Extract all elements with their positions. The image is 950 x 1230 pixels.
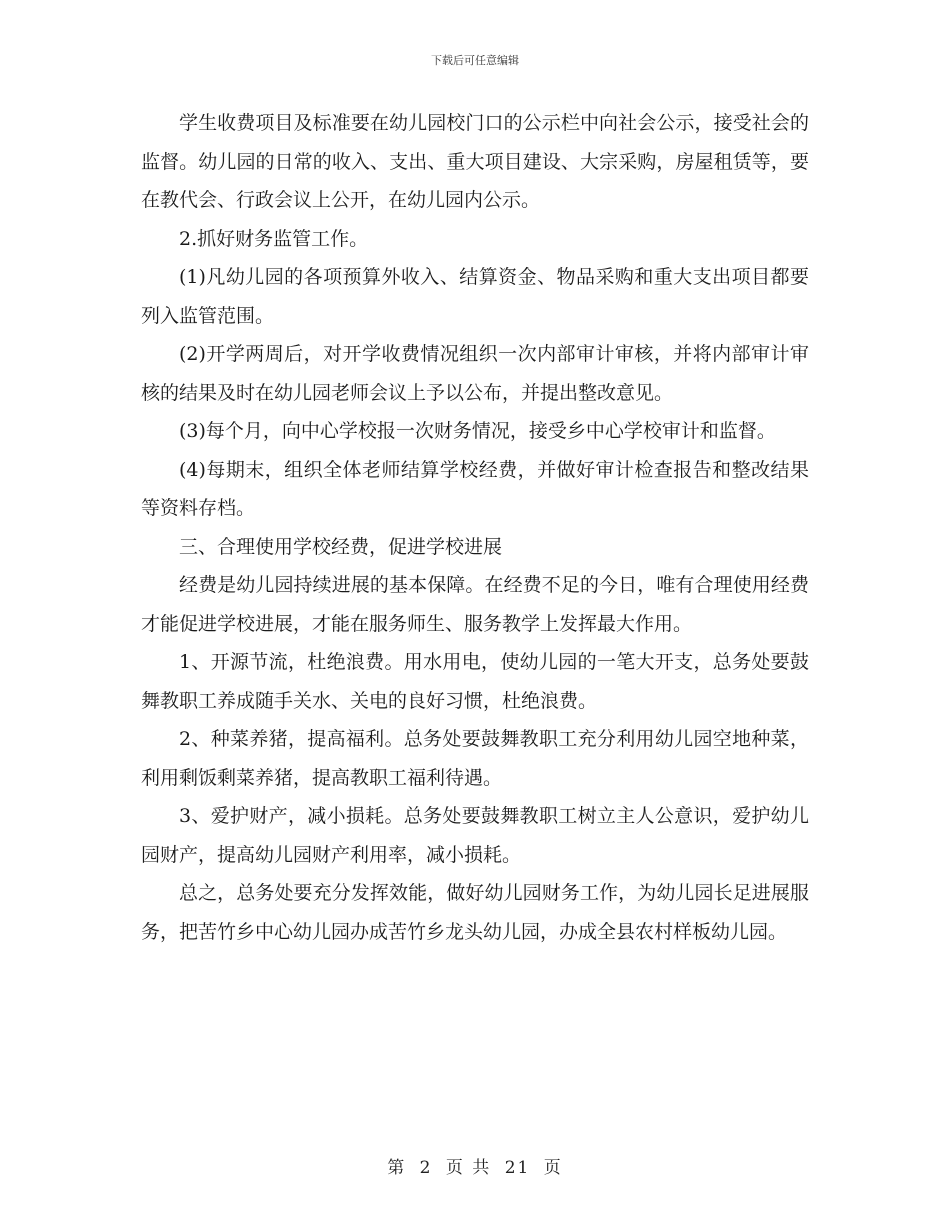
paragraph: (3)每个月，向中心学校报一次财务情况，接受乡中心学校审计和监督。	[179, 420, 776, 442]
total-page-count: 21	[504, 1158, 531, 1178]
footer-suffix: 页	[543, 1158, 563, 1178]
paragraph: 2、种菜养猪，提高福利。总务处要鼓舞教职工充分利用幼儿园空地种菜，利用剩饭剩菜养猪，提高教职工福利待遇。	[141, 728, 809, 789]
page-footer	[0, 1153, 950, 1178]
paragraph: 2.抓好财务监管工作。	[179, 227, 369, 250]
paragraph: 1、开源节流，杜绝浪费。用水用电，使幼儿园的一笔大开支，总务处要鼓舞教职工养成随手关水、关电的良好习惯，杜绝浪费。	[141, 651, 809, 712]
paragraph: 3、爱护财产，减小损耗。总务处要鼓舞教职工树立主人公意识，爱护幼儿园财产，提高幼儿园财产利用率，减小损耗。	[141, 805, 809, 866]
page-header: 下载后可任意编辑	[431, 54, 519, 67]
footer-prefix: 第	[387, 1158, 407, 1178]
paragraph: 总之，总务处要充分发挥效能，做好幼儿园财务工作，为幼儿园长足进展服务，把苦竹乡中心幼儿园办成苦竹乡龙头幼儿园，办成全县农村样板幼儿园。	[141, 882, 809, 943]
footer-middle: 页 共	[445, 1158, 492, 1178]
current-page-number: 2	[419, 1158, 433, 1178]
paragraph: 学生收费项目及标准要在幼儿园校门口的公示栏中向社会公示，接受社会的监督。幼儿园的日常的收入、支出、重大项目建设、大宗采购，房屋租赁等，要在教代会、行政会议上公开，在幼儿园内公示。	[141, 112, 809, 211]
paragraph: 经费是幼儿园持续进展的基本保障。在经费不足的今日，唯有合理使用经费才能促进学校进展，才能在服务师生、服务教学上发挥最大作用。	[141, 574, 809, 635]
section-heading: 三、合理使用学校经费，促进学校进展	[179, 535, 503, 558]
paragraph: (4)每期末，组织全体老师结算学校经费，并做好审计检查报告和整改结果等资料存档。	[141, 458, 809, 519]
paragraph: (1)凡幼儿园的各项预算外收入、结算资金、物品采购和重大支出项目都要列入监管范围。	[141, 266, 809, 327]
document-body	[141, 104, 809, 951]
paragraph: (2)开学两周后，对开学收费情况组织一次内部审计审核，并将内部审计审核的结果及时在幼儿园老师会议上予以公布，并提出整改意见。	[141, 343, 809, 404]
